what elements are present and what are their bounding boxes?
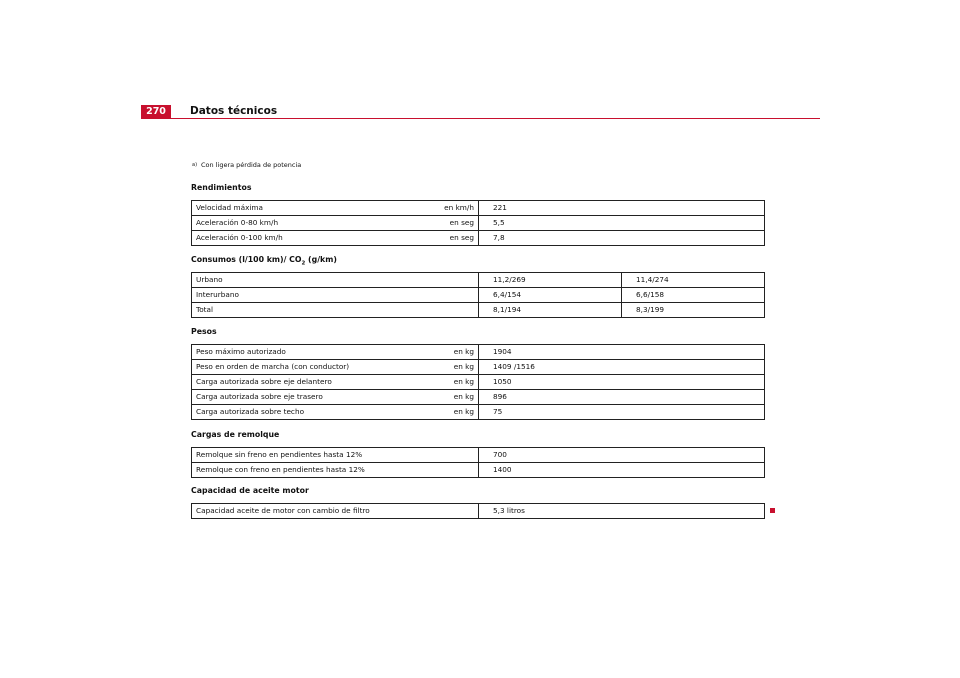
consumos-table [191, 272, 765, 318]
row-value-1: 11,2/269 [479, 273, 622, 288]
row-value: 700 [479, 448, 765, 463]
section-title-pesos: Pesos [191, 327, 217, 336]
row-unit: en kg [453, 377, 474, 386]
row-label: Interurbano [192, 288, 479, 303]
row-label-cell [192, 345, 479, 360]
row-label: Capacidad aceite de motor con cambio de filtro [192, 504, 479, 519]
row-label-cell [192, 231, 479, 246]
row-value: 1050 [479, 375, 765, 390]
table-row [192, 216, 765, 231]
table-row [192, 375, 765, 390]
row-value: 1904 [479, 345, 765, 360]
row-label: Carga autorizada sobre eje delantero [196, 377, 332, 386]
section-title-rendimientos: Rendimientos [191, 183, 252, 192]
row-label: Peso en orden de marcha (con conductor) [196, 362, 350, 371]
row-label-cell [192, 405, 479, 420]
row-value: 75 [479, 405, 765, 420]
row-label: Remolque sin freno en pendientes hasta 12% [192, 448, 479, 463]
row-value: 7,8 [479, 231, 765, 246]
row-label: Urbano [192, 273, 479, 288]
footnote-marker: a) [192, 162, 198, 168]
row-label: Aceleración 0-100 km/h [196, 233, 283, 242]
consumos-title-suffix: (g/km) [305, 255, 337, 264]
row-value: 1409 /1516 [479, 360, 765, 375]
row-value: 5,5 [479, 216, 765, 231]
table-row [192, 448, 765, 463]
row-value-1: 8,1/194 [479, 303, 622, 318]
row-unit: en km/h [444, 203, 474, 212]
table-row [192, 463, 765, 478]
row-value: 5,3 litros [479, 504, 765, 519]
row-unit: en seg [449, 233, 474, 242]
consumos-title-sub: 2 [301, 260, 306, 267]
row-value-1: 6,4/154 [479, 288, 622, 303]
row-label-cell [192, 360, 479, 375]
row-value: 896 [479, 390, 765, 405]
section-title-aceite: Capacidad de aceite motor [191, 486, 309, 495]
table-row [192, 405, 765, 420]
table-row [192, 273, 765, 288]
row-label-cell [192, 201, 479, 216]
row-unit: en kg [453, 392, 474, 401]
rendimientos-table [191, 200, 765, 246]
row-label-cell [192, 216, 479, 231]
footnote [192, 160, 301, 170]
row-label: Total [192, 303, 479, 318]
row-label: Carga autorizada sobre techo [196, 407, 305, 416]
row-value-2: 11,4/274 [622, 273, 765, 288]
row-unit: en kg [453, 347, 474, 356]
header-divider [141, 118, 820, 119]
end-of-section-square-icon [770, 508, 775, 513]
table-row [192, 303, 765, 318]
row-label: Remolque con freno en pendientes hasta 12% [192, 463, 479, 478]
footnote-text: Con ligera pérdida de potencia [201, 161, 302, 169]
aceite-table [191, 503, 765, 519]
row-value-2: 8,3/199 [622, 303, 765, 318]
remolque-table [191, 447, 765, 478]
consumos-title-prefix: Consumos (l/100 km)/ CO [191, 255, 302, 264]
row-value-2: 6,6/158 [622, 288, 765, 303]
row-unit: en kg [453, 362, 474, 371]
row-label-cell [192, 390, 479, 405]
table-row [192, 288, 765, 303]
pesos-table [191, 344, 765, 420]
table-row [192, 345, 765, 360]
row-unit: en kg [453, 407, 474, 416]
table-row [192, 360, 765, 375]
section-title-remolque: Cargas de remolque [191, 430, 280, 439]
row-label: Aceleración 0-80 km/h [196, 218, 279, 227]
row-label: Carga autorizada sobre eje trasero [196, 392, 323, 401]
page-number: 270 [141, 105, 171, 118]
page-title: Datos técnicos [190, 105, 278, 117]
table-row [192, 390, 765, 405]
row-label-cell [192, 375, 479, 390]
section-title-consumos [191, 255, 337, 269]
table-row [192, 201, 765, 216]
table-row [192, 504, 765, 519]
table-row [192, 231, 765, 246]
row-value: 221 [479, 201, 765, 216]
row-unit: en seg [449, 218, 474, 227]
row-value: 1400 [479, 463, 765, 478]
row-label: Peso máximo autorizado [196, 347, 286, 356]
row-label: Velocidad máxima [196, 203, 264, 212]
